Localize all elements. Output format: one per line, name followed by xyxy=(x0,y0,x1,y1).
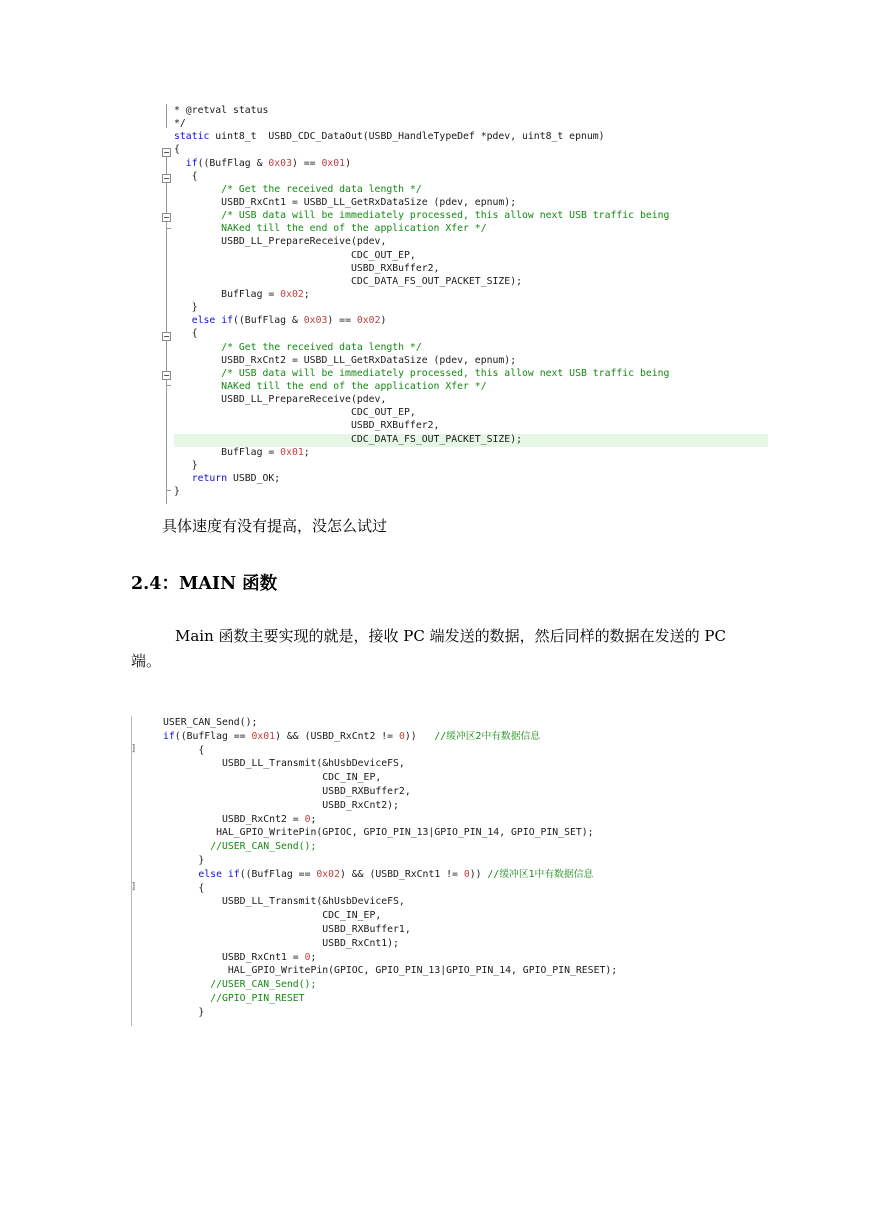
code-line: NAKed till the end of the application Xfer */ xyxy=(174,380,487,392)
code-line: USBD_RxCnt2); xyxy=(163,799,399,811)
code-line: USBD_RXBuffer2, xyxy=(163,785,411,797)
code-line: { xyxy=(174,328,198,340)
code-line: //USER_CAN_Send(); xyxy=(210,979,317,991)
code-line: CDC_DATA_FS_OUT_PACKET_SIZE); xyxy=(174,275,522,287)
code-line: CDC_OUT_EP, xyxy=(174,249,416,261)
fold-collapse-icon[interactable] xyxy=(162,174,171,183)
fold-collapse-icon[interactable] xyxy=(162,213,171,222)
code-line: USBD_RxCnt2 = USBD_LL_GetRxDataSize (pdev, epnum); xyxy=(174,354,517,366)
fold-gutter-line xyxy=(166,154,167,504)
fold-tick xyxy=(166,385,171,386)
code-line: /* Get the received data length */ xyxy=(221,341,422,353)
code-listing-2 xyxy=(163,716,617,1020)
fold-tick xyxy=(166,490,171,491)
section-heading: 2.4：MAIN 函数 xyxy=(131,574,278,594)
fold-gutter-line xyxy=(166,104,167,128)
fold-marker-icon[interactable]: ] xyxy=(131,744,137,754)
code-line: //USER_CAN_Send(); xyxy=(210,841,317,853)
code-line: USBD_RXBuffer2, xyxy=(174,262,440,274)
code-line: } xyxy=(163,854,205,866)
code-line: USBD_RxCnt1); xyxy=(163,937,399,949)
code-line: BufFlag = 0x01; xyxy=(174,446,310,458)
code-listing-1 xyxy=(174,104,669,498)
code-line: CDC_IN_EP, xyxy=(163,910,382,922)
fold-collapse-icon[interactable] xyxy=(162,371,171,380)
code-line: USBD_RxCnt2 = 0; xyxy=(163,813,317,825)
code-line: } xyxy=(163,1006,205,1018)
code-line: { xyxy=(163,744,205,756)
code-line: static uint8_t USBD_CDC_DataOut(USBD_HandleTypeDef *pdev, uint8_t epnum) xyxy=(174,131,605,143)
code-line: /* USB data will be immediately processed, this allow next USB traffic being xyxy=(221,367,670,379)
code-line: USBD_LL_Transmit(&hUsbDeviceFS, xyxy=(163,896,405,908)
code-line: { xyxy=(163,882,205,894)
code-line: if((BufFlag == 0x01) && (USBD_RxCnt2 != 0)) //缓冲区2中有数据信息 xyxy=(163,730,541,742)
code-line: USBD_RXBuffer1, xyxy=(163,923,411,935)
code-line: USBD_RXBuffer2, xyxy=(174,420,440,432)
code-line: /* USB data will be immediately processed, this allow next USB traffic being xyxy=(221,210,670,222)
code-line: CDC_OUT_EP, xyxy=(174,407,416,419)
caption-text: 具体速度有没有提高，没怎么试过 xyxy=(162,517,388,535)
code-line: { xyxy=(174,170,198,182)
code-line: if((BufFlag & 0x03) == 0x01) xyxy=(185,157,351,169)
code-line: NAKed till the end of the application Xfer */ xyxy=(174,223,487,235)
code-line: else if((BufFlag == 0x02) && (USBD_RxCnt1 != 0)) //缓冲区1中有数据信息 xyxy=(198,868,594,880)
fold-tick xyxy=(166,228,171,229)
code-line: USER_CAN_Send(); xyxy=(163,717,258,728)
code-screenshot-1 xyxy=(162,104,772,508)
code-line: //GPIO_PIN_RESET xyxy=(210,992,305,1004)
code-line: USBD_LL_PrepareReceive(pdev, xyxy=(174,236,387,248)
code-line: BufFlag = 0x02; xyxy=(174,288,310,300)
code-line: } xyxy=(174,486,180,498)
fold-marker-icon[interactable]: ] xyxy=(131,882,137,892)
fold-collapse-icon[interactable] xyxy=(162,332,171,341)
code-line: * @retval status xyxy=(174,105,269,116)
body-paragraph xyxy=(131,624,741,674)
code-line: /* Get the received data length */ xyxy=(221,183,422,195)
code-line: USBD_LL_PrepareReceive(pdev, xyxy=(174,394,387,406)
code-line: HAL_GPIO_WritePin(GPIOC, GPIO_PIN_13|GPIO_PIN_14, GPIO_PIN_RESET); xyxy=(163,965,618,977)
fold-gutter-line xyxy=(131,716,132,1026)
code-line: } xyxy=(174,459,198,471)
code-line: return USBD_OK; xyxy=(191,472,281,484)
fold-collapse-icon[interactable] xyxy=(162,148,171,157)
code-line: { xyxy=(174,144,180,156)
code-screenshot-2 xyxy=(131,716,711,1028)
paragraph-text: Main 函数主要实现的就是，接收 PC 端发送的数据，然后同样的数据在发送的 PC 端。 xyxy=(131,627,726,670)
code-line: USBD_RxCnt1 = 0; xyxy=(163,951,317,963)
code-line: */ xyxy=(174,118,186,130)
code-line: CDC_DATA_FS_OUT_PACKET_SIZE); xyxy=(174,433,522,445)
code-line: HAL_GPIO_WritePin(GPIOC, GPIO_PIN_13|GPIO_PIN_14, GPIO_PIN_SET); xyxy=(163,827,594,839)
code-line: USBD_RxCnt1 = USBD_LL_GetRxDataSize (pdev, epnum); xyxy=(174,196,517,208)
code-line: else if((BufFlag & 0x03) == 0x02) xyxy=(191,315,387,327)
code-line: CDC_IN_EP, xyxy=(163,772,382,784)
code-line: USBD_LL_Transmit(&hUsbDeviceFS, xyxy=(163,758,405,770)
code-line: } xyxy=(174,302,198,314)
